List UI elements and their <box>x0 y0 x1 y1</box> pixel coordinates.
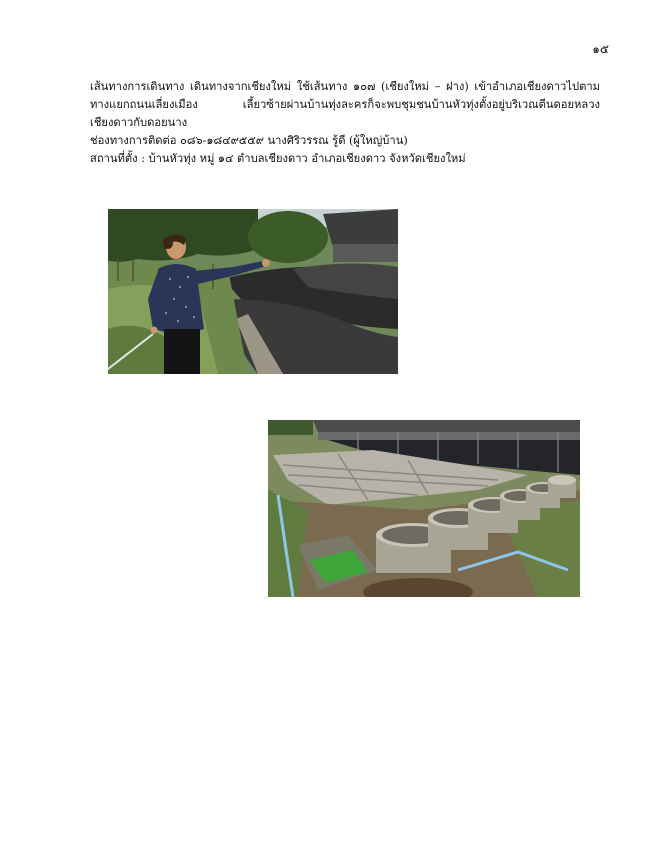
page-number: ๑๕ <box>592 42 609 56</box>
contact-line: ช่องทางการติดต่อ ๐๘๖-๑๘๔๙๕๕๙ นางศิริวรรณ รู้ดี (ผู้ใหญ่บ้าน) <box>90 134 408 147</box>
photo-2-illustration <box>268 420 580 597</box>
biogas-concrete-tanks-photo <box>268 420 580 597</box>
photo-1-illustration <box>108 209 398 374</box>
route-paragraph: เส้นทางการเดินทาง เดินทางจากเชียงใหม่ ใช้เส้นทาง ๑๐๗ (เชียงใหม่ – ฝาง) เข้าอำเภอเชียงดาวไปตามทางแยกถนนเลี่ยงเมือง เลี้ยวซ้ายผ่านบ้านทุ่งละครก็จะพบชุมชนบ้านหัวทุ่งตั้งอยู่บริเวณตีนดอยหลวงเชียงดาวกับดอยนาง <box>90 80 600 129</box>
body-text <box>90 78 600 168</box>
location-line: สถานที่ตั้ง : บ้านหัวทุ่ง หมู่ ๑๔ ตำบลเชียงดาว อำเภอเชียงดาว จังหวัดเชียงใหม่ <box>90 152 466 165</box>
biogas-covered-pond-photo <box>108 209 398 374</box>
